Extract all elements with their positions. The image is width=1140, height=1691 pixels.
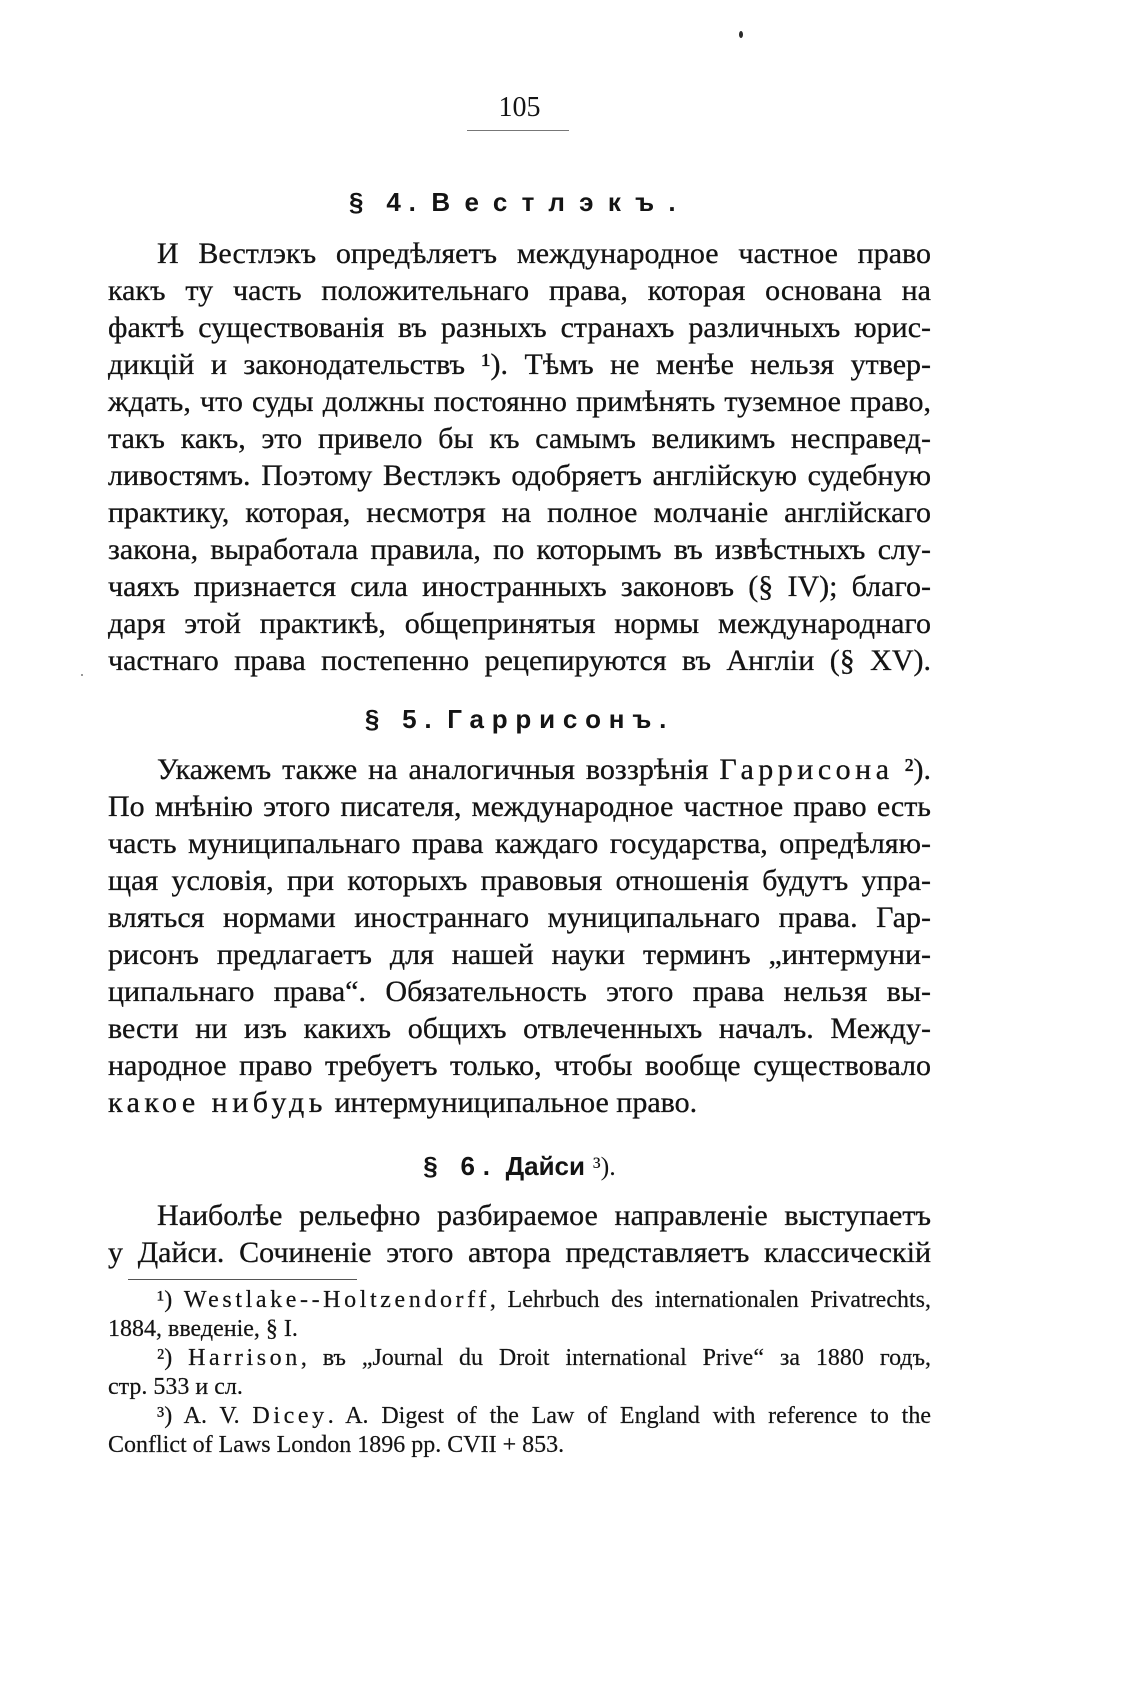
page-number: 105 [498,92,541,123]
text-run: интермуниципальное право. [326,1086,698,1119]
footnote-line [108,1286,931,1315]
text-line: часть муниципальнаго права каждаго государства, опредѣляю- [108,827,931,860]
section-title: Вестлэкъ. [431,187,690,217]
text-line [108,751,931,788]
text-run: ²) [157,1345,189,1371]
emphasized-name: Гаррисона [719,753,894,786]
footnote-line: стр. 533 и сл. [108,1374,243,1400]
text-line: По мнѣнію этого писателя, международное частное право есть [108,790,931,823]
section-title: Дайси [505,1151,586,1181]
footnotes [108,1286,931,1460]
ink-speck [81,674,83,676]
text-run: , въ „Journal du Droit international Prive“ за 1880 годъ, [300,1345,931,1371]
text-run: . A. Digest of the Law of England with reference to the [327,1403,932,1429]
text-line: ливостямъ. Поэтому Вестлэкъ одобряетъ англійскую судебную [108,459,931,492]
text-line: И Вестлэкъ опредѣляетъ международное частное право [157,237,931,270]
text-line: частнаго права постепенно рецепируются въ Англіи (§ XV). [108,644,931,677]
text-line: народное право требуетъ только, чтобы вообще существовало [108,1049,931,1082]
text-run: Укажемъ также на аналогичныя воззрѣнія [157,753,720,786]
text-line: Наиболѣе рельефно разбираемое направленіе выступаетъ [157,1199,931,1232]
section-title: Гаррисонъ. [447,704,675,734]
text-line: вляться нормами иностраннаго муниципальнаго права. Гар- [108,901,931,934]
text-line: ждать, что суды должны постоянно примѣнять туземное право, [108,385,931,418]
page-number-rule [467,130,569,131]
emphasized-name: Dicey [252,1403,328,1429]
text-line [108,1084,931,1121]
text-line: даря этой практикѣ, общепринятыя нормы международнаго [108,607,931,640]
footnote-line [108,1344,931,1373]
text-line: такъ какъ, это привело бы къ самымъ великимъ несправед- [108,422,931,455]
text-line: чаяхъ признается сила иностранныхъ законовъ (§ IV); благо- [108,570,931,603]
paragraph [108,1197,931,1271]
text-run: , Lehrbuch des internationalen Privatrechts, [489,1287,931,1313]
text-line: какъ ту часть положительнаго права, которая основана на [108,274,931,307]
emphasized-name: Harrison [188,1345,301,1371]
text-line: закона, выработала правила, по которымъ въ извѣстныхъ слу- [108,533,931,566]
text-run: ³) A. V. [157,1403,253,1429]
footnote-line: 1884, введеніе, § I. [108,1316,298,1342]
footnote-reference: ³). [592,1152,616,1181]
section-mark: § 6. [423,1151,498,1181]
text-line: фактѣ существованія въ разныхъ странахъ различныхъ юрис- [108,311,931,344]
paragraph [108,751,931,1121]
section-heading [108,1146,931,1186]
text-run: ¹) [157,1287,184,1313]
emphasized-name: Westlake--Holtzendorff [183,1287,490,1313]
text-line: дикцій и законодательствъ ¹). Тѣмъ не менѣе нельзя утвер- [108,348,931,381]
section-heading [108,699,931,739]
emphasized-phrase: какое нибудь [108,1086,327,1119]
text-line: вести ни изъ какихъ общихъ отвлеченныхъ началъ. Между- [108,1012,931,1045]
text-run: ²). [893,753,931,786]
footnote-rule [128,1279,357,1280]
paragraph [108,235,931,679]
text-line: у Дайси. Сочиненіе этого автора представляетъ классическій [108,1236,931,1269]
footnote-line: Conflict of Laws London 1896 pp. CVII + 853. [108,1432,565,1458]
section-mark: § 4. [349,187,424,217]
section-mark: § 5. [364,704,440,734]
text-line: щая условія, при которыхъ правовыя отношенія будутъ упра- [108,864,931,897]
section-heading [108,182,931,222]
ink-speck [739,31,743,38]
text-line: практику, которая, несмотря на полное молчаніе англійскаго [108,496,931,529]
text-line: ципальнаго права“. Обязательность этого права нельзя вы- [108,975,931,1008]
text-line: рисонъ предлагаетъ для нашей науки терминъ „интермуни- [108,938,931,971]
footnote-line [108,1402,931,1431]
